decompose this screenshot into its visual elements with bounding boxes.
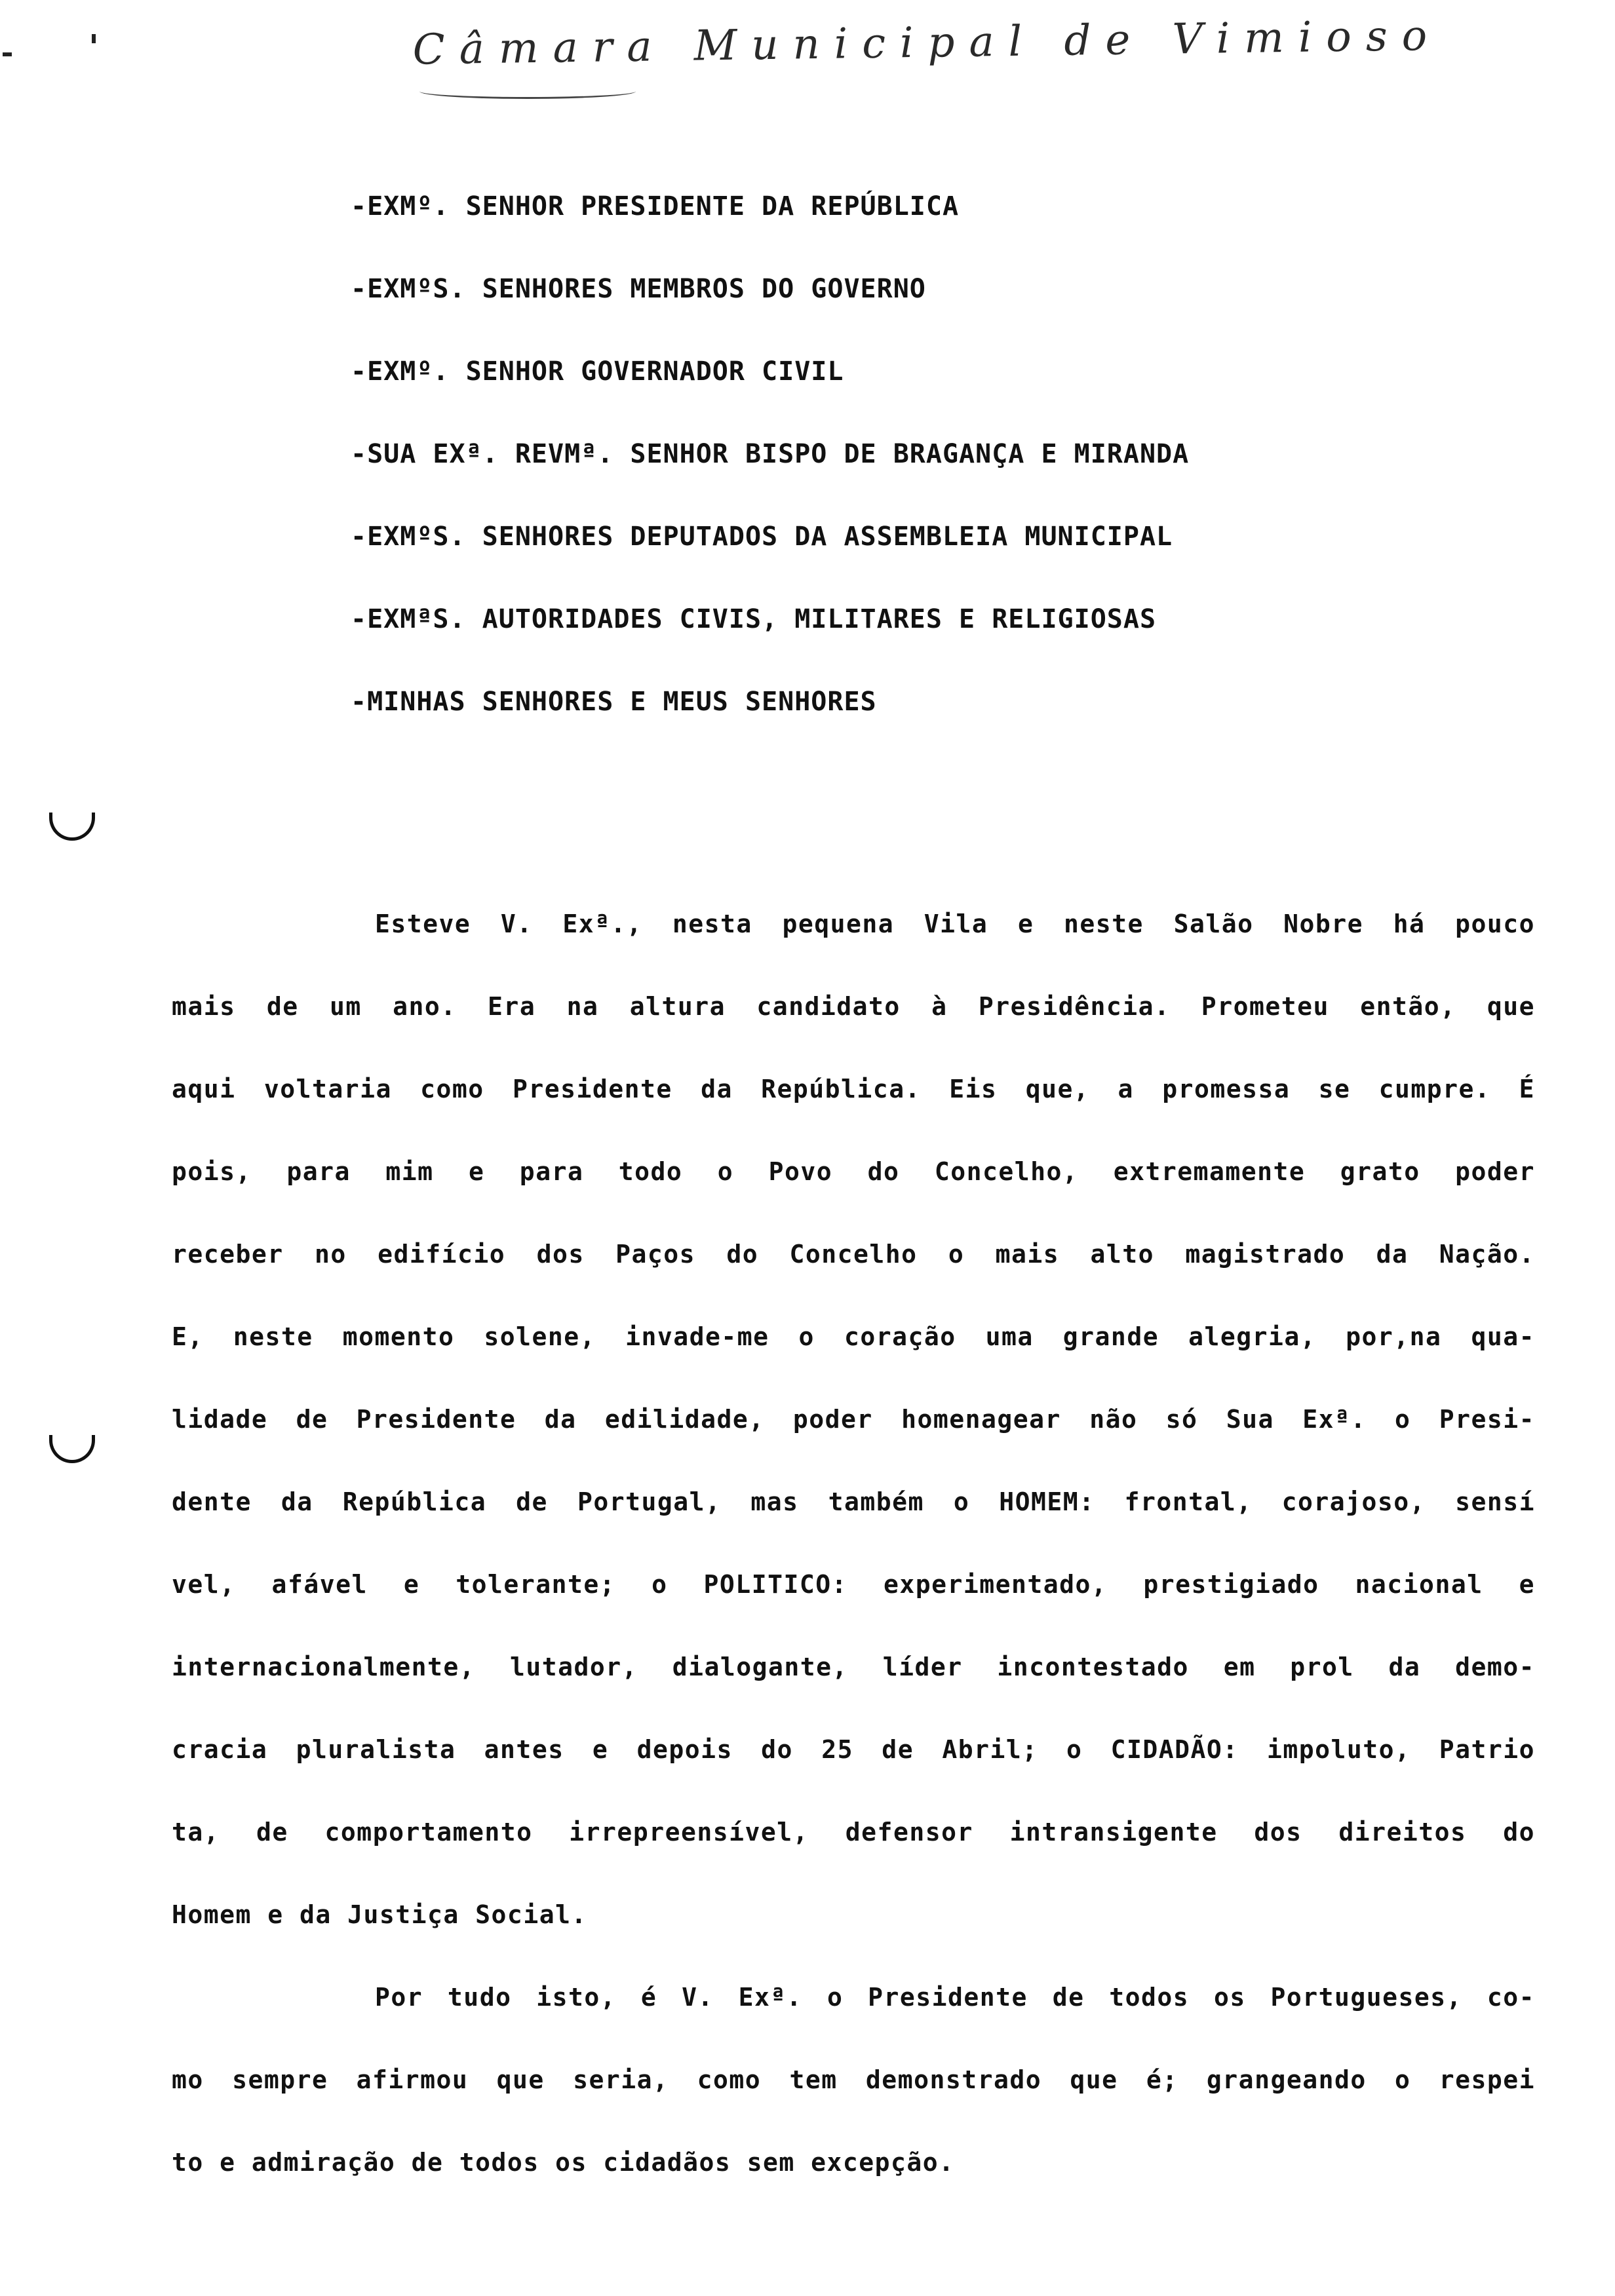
- header-underline: [419, 84, 636, 99]
- speech-body: [172, 904, 1535, 2225]
- salutation-line: -EXMºS. SENHORES DEPUTADOS DA ASSEMBLEIA MUNICIPAL: [351, 522, 1173, 552]
- paragraph-line: Esteve V. Exª., nesta pequena Vila e neste Salão Nobre há pouco: [375, 909, 1535, 938]
- paragraph-line: lidade de Presidente da edilidade, poder homenagear não só Sua Exª. o Presi-: [172, 1405, 1535, 1434]
- paragraph-line: pois, para mim e para todo o Povo do Concelho, extremamente grato poder: [172, 1157, 1535, 1186]
- paragraph-line: dente da República de Portugal, mas também o HOMEM: frontal, corajoso, sensí: [172, 1487, 1535, 1516]
- stray-mark: [92, 34, 96, 43]
- salutation-line: -SUA EXª. REVMª. SENHOR BISPO DE BRAGANÇA E MIRANDA: [351, 439, 1190, 469]
- paragraph-line: mais de um ano. Era na altura candidato à Presidência. Prometeu então, que: [172, 992, 1535, 1021]
- salutation-line: -EXMºS. SENHORES MEMBROS DO GOVERNO: [351, 274, 926, 304]
- paragraph-line: to e admiração de todos os cidadãos sem excepção.: [172, 2148, 955, 2177]
- handwritten-header: Câmara Municipal de Vimioso: [412, 11, 1442, 75]
- salutations-block: [351, 187, 1334, 765]
- paragraph-line: mo sempre afirmou que seria, como tem demonstrado que é; grangeando o respei: [172, 2065, 1535, 2094]
- paragraph-line: Por tudo isto, é V. Exª. o Presidente de todos os Portugueses, co-: [375, 1983, 1535, 2012]
- paragraph-line: aqui voltaria como Presidente da República. Eis que, a promessa se cumpre. É: [172, 1075, 1535, 1103]
- paragraph-line: ta, de comportamento irrepreensível, defensor intransigente dos direitos do: [172, 1818, 1535, 1846]
- paragraph-line: Homem e da Justiça Social.: [172, 1900, 587, 1929]
- paragraph-line: E, neste momento solene, invade-me o coração uma grande alegria, por,na qua-: [172, 1322, 1535, 1351]
- paragraph-line: internacionalmente, lutador, dialogante, líder incontestado em prol da demo-: [172, 1653, 1535, 1681]
- salutation-line: -EXMº. SENHOR PRESIDENTE DA REPÚBLICA: [351, 191, 960, 221]
- stray-mark: [3, 52, 12, 56]
- salutation-line: -EXMªS. AUTORIDADES CIVIS, MILITARES E RELIGIOSAS: [351, 604, 1157, 634]
- salutation-line: -EXMº. SENHOR GOVERNADOR CIVIL: [351, 356, 844, 387]
- salutation-line: -MINHAS SENHORES E MEUS SENHORES: [351, 687, 877, 717]
- margin-mark: [49, 813, 95, 841]
- paragraph-line: receber no edifício dos Paços do Concelho o mais alto magistrado da Nação.: [172, 1240, 1535, 1269]
- paragraph-line: cracia pluralista antes e depois do 25 de Abril; o CIDADÃO: impoluto, Patrio: [172, 1735, 1535, 1764]
- margin-mark: [49, 1435, 95, 1463]
- paragraph-line: vel, afável e tolerante; o POLITICO: experimentado, prestigiado nacional e: [172, 1570, 1535, 1599]
